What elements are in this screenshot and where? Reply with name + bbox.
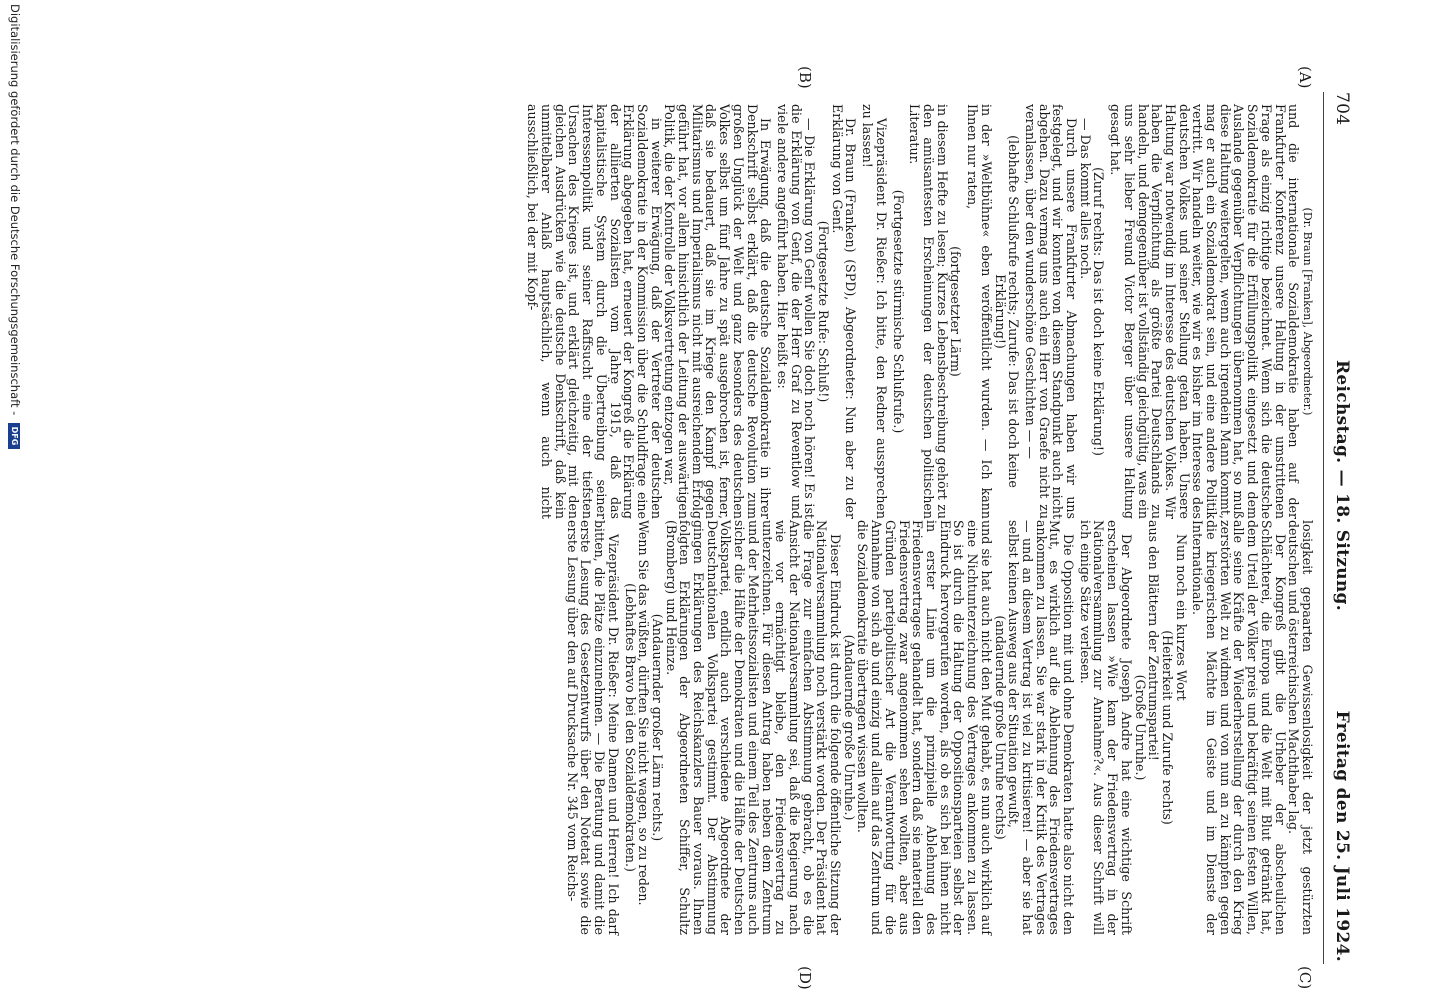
- quote-paragraph: Dieser Eindruck ist durch die folgende öffentliche Sitzung der Nationalversammlung noch verstärkt worden. Der Präsident hat die Frage zur einfachen Abstimmung gebracht, ob es die Ansicht der Nationalversammlung sei, daß die Regierung nach wie vor ermächtigt bleibe, den Friedensvertrag zu unterzeichnen. Für diesen Antrag haben neben dem Zentrum und der Mehrheitssozialisten und einem Teil des Zentrums auch sicher die Hälfte der Demokraten und die Hälfte der Deutschen Volkspartei, endlich auch verschiedene Abgeordnete der Deutschnationalen Volkspartei gestimmt. Der Abstimmung gingen Erklärungen des Reichskanzlers Bauer voraus. Ihnen folgten Erklärungen der Abgeordneten Schiffer, Schultz (Bromberg) und Heinze.: [663, 520, 844, 935]
- margin-marker-a: (A): [1296, 66, 1314, 89]
- interjection: (Fortgesetzte Rufe: Schluß!): [816, 220, 832, 403]
- paragraph: Nun noch ein kurzes Wort: [1173, 534, 1189, 701]
- page-date: Freitag den 25. Juli 1924.: [1332, 710, 1352, 962]
- speaker-paragraph: Vizepräsident Dr. Rießer: Ich bitte, den Redner aussprechen zu lassen!: [860, 104, 889, 519]
- page-header: [1326, 92, 1352, 962]
- interjection: (Lebhaftes Bravo bei den Sozialdemokraten.): [622, 583, 638, 872]
- interjection: (Andauernde große Unruhe.): [841, 634, 857, 821]
- speaker-heading: (Dr. Braun [Franken], Abgeordneter.): [1301, 207, 1314, 416]
- right-column: [565, 520, 1314, 935]
- left-column: [526, 104, 1314, 519]
- footer-text: Digitalisierung gefördert durch die Deutsche Forschungsgemeinschaft -: [8, 4, 22, 416]
- interjection: (Zuruf rechts: Das ist doch keine Erklärung!): [1091, 167, 1107, 456]
- paragraph: Durch unsere Frankfurter Abmachungen haben wir uns festgelegt, und wir konnten von diesem Standpunkt auch nicht abgehen. Dazu vermag uns auch ein Herr von Graefe nicht zu veranlassen, über den wunderschöne Geschichten — —: [1022, 104, 1080, 519]
- interjection: (Andauernder großer Lärm rechts.): [649, 613, 665, 842]
- quote-paragraph: Der Kongreß gibt die Urheber der abscheulichen Schlächterei, die Europa und die Welt mit Blut getränkt hat, dem Urteil der Völker preis und bekräftigt seinen festen Willen, alle seine Kräfte der Wiederherstellung der durch den Krieg zerstörten Welt zu widmen und von nun an zu kämpfen gegen die kriegerischen Mächte im Geiste und im Dienste der Internationale.: [1190, 520, 1288, 935]
- interjection: (lebhafte Schlußrufe rechts; Zurufe: Das ist doch keine Erklärung!): [992, 135, 1022, 488]
- paragraph: aus den Blättern der Zentrumspartei!: [1146, 520, 1162, 761]
- paragraph: Der Abgeordnete Joseph Andre hat eine wichtige Schrift erscheinen lassen »Wie kam der Friedensvertrag in der Nationalversammlung zur Annahme?«. Aus dieser Schrift will ich einige Sätze verlesen.: [1077, 520, 1134, 935]
- page-number: 704: [1332, 92, 1352, 126]
- paragraph: Wenn Sie das wüßten, dürften Sie nicht wagen, so zu reden.: [636, 520, 652, 906]
- quote-paragraph: Die Opposition mit und ohne Demokraten hatte also nicht den Mut, es wirklich auf die Ablehnung des Friedensvertrages ankommen zu lassen. Sie war stark in der Kritik des Vertrages — und an diesem Vertrag ist viel zu kritisieren! — aber sie hat selbst keinen Ausweg aus der Situation gewußt,: [1006, 520, 1077, 935]
- header-rule: [1323, 92, 1324, 964]
- quote-paragraph: losigkeit gepaarten Gewissenlosigkeit der jetzt gestürzten deutschen und österreichischen Machthaber lag.: [1286, 520, 1315, 935]
- interjection: (Fortgesetzte stürmische Schlußrufe.): [890, 189, 906, 434]
- paragraph: in diesem Hefte zu lesen; Kurzes Lebensbeschreibung gehört zu den amüsantesten Erscheinungen der deutschen politischen Literatur.: [907, 104, 950, 519]
- page-title: Reichstag. — 18. Sitzung.: [1332, 360, 1352, 611]
- margin-marker-d: (D): [796, 966, 814, 990]
- paragraph: in der »Weltbühne« eben veröffentlicht wurden. — Ich kann Ihnen nur raten,: [965, 104, 994, 519]
- paragraph: — Das kommt alles noch.: [1077, 118, 1093, 280]
- margin-marker-b: (B): [796, 66, 814, 89]
- quote-paragraph: In Erwägung, daß die deutsche Sozialdemokratie in ihrer Denkschrift selbst erklärt, daß die deutsche Revolution zum großen Unglück der Welt und ganz besonders des deutschen Volkes selbst um fünf Jahre zu spät ausgebrochen ist, ferner, daß sie bedauert, daß sie im Kriege den Kampf gegen Militarismus und Imperialismus nicht mit ausreichendem Erfolg geführt hat, vor allem hinsichtlich der Leitung der auswärtigen Politik, die der Kontrolle der Volksvertretung entzogen war,: [662, 104, 774, 519]
- interjection: (Große Unruhe.): [1132, 674, 1148, 781]
- quote-paragraph: und sie hat auch nicht den Mut gehabt, es nun auch wirklich auf eine Nichtunterzeichnung des Vertrages ankommen zu lassen. So ist durch die Haltung der Oppositionsparteien selbst der Eindruck hervorgerufen worden, als ob es sich bei ihnen nicht in erster Linie um die prinzipielle Ablehnung des Friedensvertrages gehandelt hat, sondern daß sie materiell den Friedensvertrag zwar angenommen sehen wollten, aber aus Gründen parteipolitischer Art die Verantwortung für die Annahme von sich ab und einzig und allein auf das Zentrum und die Sozialdemokratie übertragen wissen wollten.: [855, 520, 994, 935]
- paragraph: — Die Erklärung von Genf wollen Sie doch noch hören! Es ist die Erklärung von Genf, die der Herr Graf zu Reventlow und viele andere angeführt haben. Hier heißt es:: [774, 104, 818, 519]
- interjection: (Heiterkeit und Zurufe rechts): [1159, 630, 1175, 825]
- interjection: (andauernde große Unruhe rechts): [992, 615, 1008, 840]
- speaker-paragraph: Vizepräsident Dr. Rießer: Meine Damen und Herren! Ich darf bitten, die Plätze einzunehmen. — Die Beratung und damit die erste Lesung des Gesetzentwurfs über den Notetat sowie die erste Lesung über den auf Drucksache Nr. 345 vom Reichs-: [564, 520, 621, 935]
- interjection: (fortgesetzter Lärm): [948, 246, 964, 377]
- margin-marker-c: (C): [1296, 966, 1314, 990]
- digitization-footer: [8, 4, 22, 994]
- speaker-paragraph: Dr. Braun (Franken) (SPD), Abgeordneter: Nun aber zu der Erklärung von Genf.: [829, 104, 859, 519]
- dfg-logo: DFG: [9, 423, 21, 449]
- quote-paragraph: in weiterer Erwägung, daß der Vertreter der deutschen Sozialdemokratie in der Kommission über die Schuldfrage eine Erklärung abgegeben hat, erneuert der Kongreß die Erklärung der alliierten Sozialisten vom Jahre 1915, daß das kapitalistische System durch die Übertreibung seiner Interessenpolitik und seiner Raffsucht eine der tiefsten Ursachen des Krieges ist, und erklärt gleichzeitig, mit den gleichen Ausdrücken wie die deutsche Denkschrift, daß kein unmittelbarer Anlaß hauptsächlich, wenn auch nicht ausschließlich, bei der mit Kopf-: [525, 104, 664, 519]
- paragraph: und die internationale Sozialdemokratie haben auf der Frankfurter Konferenz unsere Haltung in der umstrittenen Frage als einzig richtige bezeichnet. Wenn sich die deutsche Sozialdemokratie für die Erfüllungspolitik eingesetzt und dem Auslande gegenüber Verpflichtungen übernommen hat, so muß diese Haltung weitergelten, wenn auch irgendein Mann kommt, mag er auch ein Sozialdemokrat sein, und eine andere Politik vertritt. Wir handeln weiter, wie wir es bisher im Interesse des deutschen Volkes und seiner Stellung getan haben. Unsere Haltung war notwendig im Interesse des deutschen Volkes. Wir haben die Verpflichtung als größte Partei Deutschlands zu handeln, und demgegenüber ist vollständig gleichgültig, was ein uns sehr lieber Freund Victor Berger über unsere Haltung gesagt hat.: [1108, 104, 1302, 519]
